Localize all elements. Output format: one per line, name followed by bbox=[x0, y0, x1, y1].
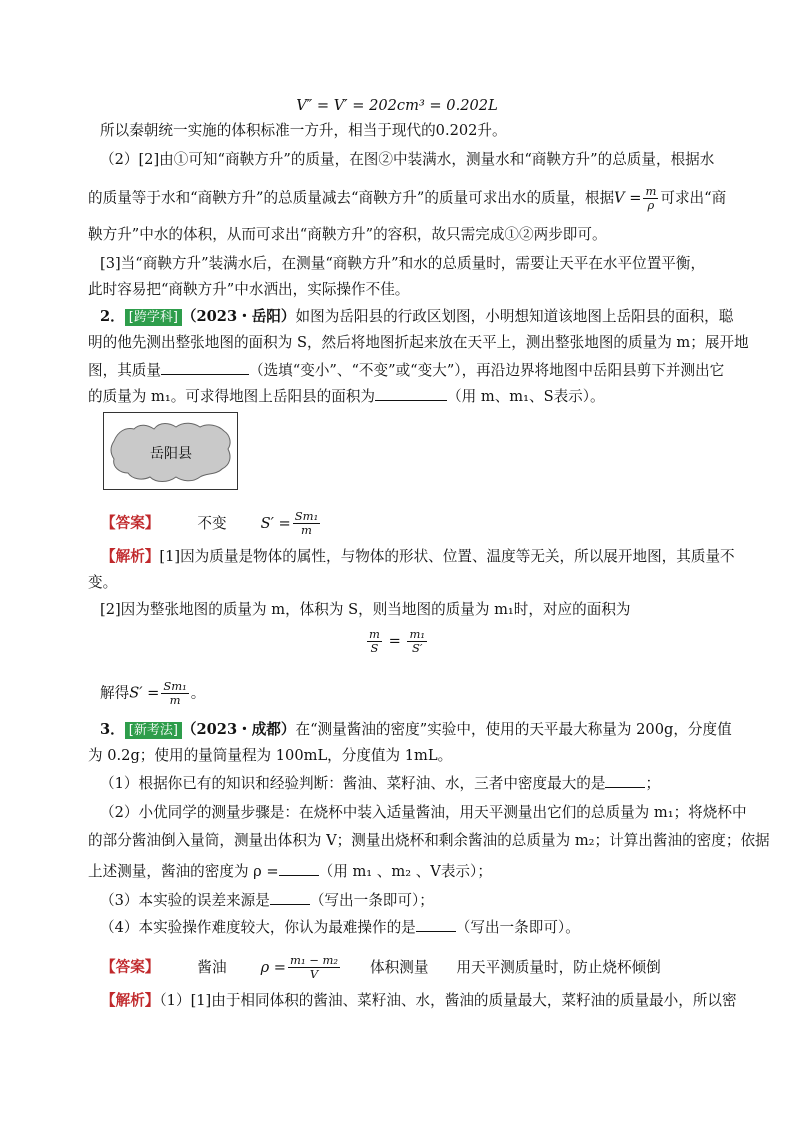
q2-blank-2 bbox=[375, 386, 447, 401]
q2-answer-2-den: m bbox=[301, 523, 312, 537]
q3-sub2-line3 bbox=[88, 861, 718, 882]
q3-answer-2-den: V bbox=[309, 967, 319, 981]
part2-formula-v: V = bbox=[614, 189, 642, 207]
q3-sub1 bbox=[100, 773, 730, 794]
part2-line2 bbox=[88, 184, 727, 212]
q2-solve-den: m bbox=[169, 693, 181, 707]
q3-sub3-a: （3）本实验的误差来源是 bbox=[100, 892, 270, 909]
q2-blank-1 bbox=[161, 360, 249, 375]
q3-analysis-1: （1）[1]由于相同体积的酱油、菜籽油、水，酱油的质量最大，菜籽油的质量最小，所以密 bbox=[159, 992, 737, 1009]
q2-eq-left bbox=[367, 628, 382, 655]
volume-formula: V″ = V′ = 202cm³ = 0.202L bbox=[296, 97, 498, 114]
q2-solve-line bbox=[100, 680, 730, 707]
q2-source: （2023・岳阳） bbox=[181, 308, 296, 325]
q2-tag: [跨学科] bbox=[125, 309, 182, 326]
q3-sub4-b: （写出一条即可）。 bbox=[455, 919, 580, 936]
q3-blank-1 bbox=[605, 773, 645, 788]
q3-answer-2-lhs: ρ = bbox=[260, 958, 287, 976]
q3-answer-3: 体积测量 bbox=[370, 958, 429, 976]
map-label: 岳阳县 bbox=[150, 446, 192, 462]
q3-number: 3． bbox=[100, 721, 125, 738]
q3-blank-4 bbox=[416, 917, 456, 932]
q2-answer-2-num: Sm₁ bbox=[294, 509, 319, 523]
q3-tag: [新考法] bbox=[125, 722, 182, 739]
q2-solve-fraction bbox=[161, 680, 188, 707]
part2-line3: 鞅方升”中水的体积，从而可求出“商鞅方升”的容积，故只需完成①②两步即可。 bbox=[88, 226, 607, 243]
q3-answer-2-fraction bbox=[288, 954, 340, 981]
q2-answer-row bbox=[101, 510, 731, 537]
q2-solve-num: Sm₁ bbox=[163, 679, 187, 693]
q2-line4-b: （用 m、m₁、S表示）。 bbox=[447, 388, 605, 405]
q2-solve-lhs: S′ = bbox=[129, 684, 160, 702]
part2-frac-den: ρ bbox=[647, 198, 655, 212]
q3-analysis-label: 【解析】 bbox=[101, 992, 160, 1009]
q3-answer-row bbox=[101, 954, 731, 981]
q2-eq-right bbox=[407, 628, 427, 655]
q2-solve-prefix: 解得 bbox=[100, 684, 130, 702]
part2-line1: （2）[2]由①可知“商鞅方升”的质量，在图②中装满水，测量水和“商鞅方升”的总质量，根据水 bbox=[100, 151, 715, 168]
part2-line2-text-b: 可求出“商 bbox=[660, 189, 727, 207]
q3-sub2-line2: 的部分酱油倒入量筒，测量出体积为 V；测量出烧杯和剩余酱油的总质量为 m₂；计算出酱油的密度；依据 bbox=[88, 832, 770, 849]
q2-analysis-1: [1]因为质量是物体的属性，与物体的形状、位置、温度等无关，所以展开地图，其质量不 bbox=[159, 548, 735, 565]
q3-sub2-line3-b: （用 m₁ 、m₂ 、V表示）； bbox=[318, 863, 492, 880]
q2-line3 bbox=[88, 360, 725, 381]
q3-sub1-end: ； bbox=[645, 775, 661, 792]
q3-line1 bbox=[100, 720, 730, 740]
q2-answer-label: 【答案】 bbox=[101, 514, 160, 532]
q2-line3-a: 图，其质量 bbox=[88, 362, 161, 379]
q3-analysis-line1 bbox=[101, 991, 737, 1011]
q3-blank-3 bbox=[270, 890, 310, 905]
part2-frac-num: m bbox=[645, 184, 657, 198]
q2-answer-1: 不变 bbox=[197, 514, 227, 532]
q3-sub4-a: （4）本实验操作难度较大，你认为最难操作的是 bbox=[100, 919, 416, 936]
q2-line3-b: （选填“变小”、“不变”或“变大”），再沿边界将地图中岳阳县剪下并测出它 bbox=[248, 362, 725, 379]
q3-answer-2-num: m₁ − m₂ bbox=[290, 953, 339, 967]
q3-sub3-b: （写出一条即可）； bbox=[309, 892, 434, 909]
q3-answer-1: 酱油 bbox=[197, 958, 227, 976]
q2-line2: 明的他先测出整张地图的面积为 S，然后将地图折起来放在天平上，测出整张地图的质量为 m；展开地 bbox=[88, 334, 749, 351]
q2-line4-a: 的质量为 m₁。可求得地图上岳阳县的面积为 bbox=[88, 388, 376, 405]
q3-source: （2023・成都） bbox=[181, 721, 296, 738]
part2-line2-text-a: 的质量等于水和“商鞅方升”的总质量减去“商鞅方升”的质量可求出水的质量，根据 bbox=[88, 189, 615, 207]
q3-line2: 为 0.2g；使用的量筒量程为 100mL，分度值为 1mL。 bbox=[88, 747, 453, 764]
conclusion-text: 所以秦朝统一实施的体积标准一方升，相当于现代的0.202升。 bbox=[100, 122, 507, 139]
part3-line2: 此时容易把“商鞅方升”中水洒出，实际操作不佳。 bbox=[88, 281, 410, 298]
q3-sub1-text: （1）根据你已有的知识和经验判断：酱油、菜籽油、水，三者中密度最大的是 bbox=[100, 775, 606, 792]
part2-fraction bbox=[643, 185, 658, 212]
q2-line4 bbox=[88, 386, 718, 407]
q2-analysis-label: 【解析】 bbox=[101, 548, 160, 565]
q2-solve-suffix: 。 bbox=[190, 684, 206, 702]
q3-blank-2 bbox=[279, 861, 319, 876]
q3-sub4 bbox=[100, 917, 730, 938]
q2-proportion: $\frac{m}{S}$ = $\frac{\text{m₁}}{S'}$ bbox=[369, 627, 425, 655]
q3-answer-label: 【答案】 bbox=[101, 958, 160, 976]
q3-sub3 bbox=[100, 890, 730, 911]
q2-analysis-line1b: 变。 bbox=[88, 574, 118, 591]
q2-line1 bbox=[100, 307, 734, 327]
q3-sub2-line3-a: 上述测量，酱油的密度为 ρ = bbox=[88, 863, 279, 880]
q2-line1-text: 如图为岳阳县的行政区划图，小明想知道该地图上岳阳县的面积，聪 bbox=[295, 308, 734, 325]
part3-line1: [3]当“商鞅方升”装满水后，在测量“商鞅方升”和水的总质量时，需要让天平在水平位置平衡， bbox=[100, 255, 706, 272]
q2-eq-right-num: m₁ bbox=[409, 627, 425, 641]
q2-analysis-line1 bbox=[101, 547, 735, 567]
q3-answer-4: 用天平测质量时，防止烧杯倾倒 bbox=[456, 958, 661, 976]
q2-answer-2-lhs: S′ = bbox=[260, 514, 291, 532]
q2-eq-left-den: S bbox=[370, 641, 379, 655]
q2-number: 2． bbox=[100, 308, 125, 325]
q2-eq-right-den: S′ bbox=[411, 641, 423, 655]
q2-eq-left-num: m bbox=[369, 627, 380, 641]
q2-analysis-line2: [2]因为整张地图的质量为 m，体积为 S，则当地图的质量为 m₁时，对应的面积为 bbox=[100, 601, 631, 618]
yueyang-map-figure bbox=[103, 412, 238, 490]
q3-sub2-line1: （2）小优同学的测量步骤是：在烧杯中装入适量酱油，用天平测量出它们的总质量为 m₁；将烧杯中 bbox=[100, 804, 747, 821]
q3-line1-text: 在“测量酱油的密度”实验中，使用的天平最大称量为 200g，分度值 bbox=[295, 721, 732, 738]
q2-answer-2-fraction bbox=[293, 510, 320, 537]
